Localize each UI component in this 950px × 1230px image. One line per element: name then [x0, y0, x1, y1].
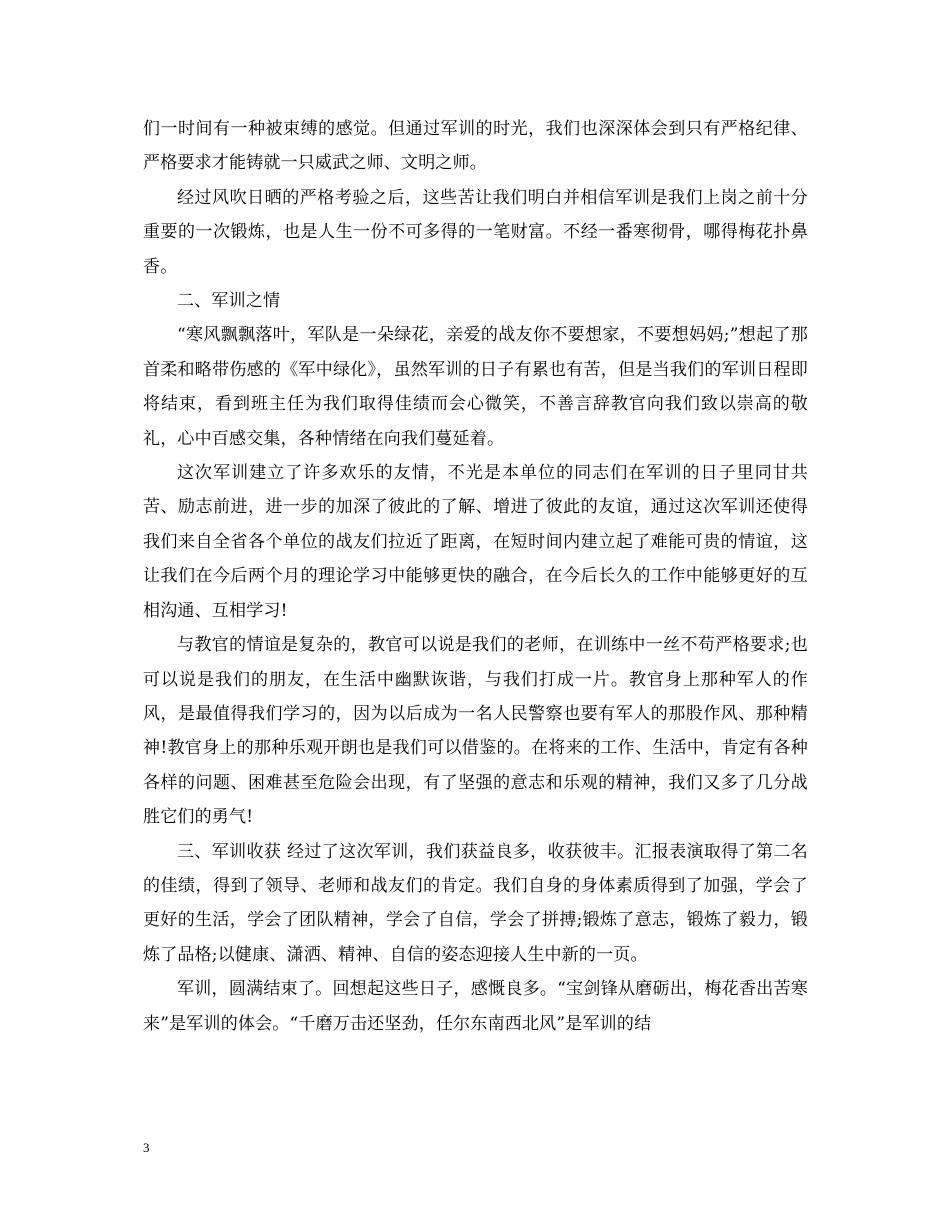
section-heading: 二、军训之情 [177, 291, 281, 312]
paragraph: “寒风飘飘落叶，军队是一朵绿花，亲爱的战友你不要想家，不要想妈妈;”想起了那首柔和略带伤感的《军中绿化》，虽然军训的日子有累也有苦，但是当我们的军训日程即将结束，看到班主任为我们取得佳绩而会心微笑，不善言辞教官向我们致以崇高的敬礼，心中百感交集，各种情绪在向我们蔓延着。 [143, 325, 808, 449]
paragraph: 与教官的情谊是复杂的，教官可以说是我们的老师，在训练中一丝不苟严格要求;也可以说是我们的朋友，在生活中幽默诙谐，与我们打成一片。教官身上那种军人的作风，是最值得我们学习的，因为以后成为一名人民警察也要有军人的那股作风、那种精神!教官身上的那种乐观开朗也是我们可以借鉴的。在将来的工作、生活中，肯定有各种各样的问题、困难甚至危险会出现，有了坚强的意志和乐观的精神，我们又多了几分战胜它们的勇气! [143, 635, 808, 828]
paragraph: 经过风吹日晒的严格考验之后，这些苦让我们明白并相信军训是我们上岗之前十分重要的一次锻炼，也是人生一份不可多得的一笔财富。不经一番寒彻骨，哪得梅花扑鼻香。 [143, 187, 808, 277]
paragraph: 三、军训收获 经过了这次军训，我们获益良多，收获彼丰。汇报表演取得了第二名的佳绩，得到了领导、老师和战友们的肯定。我们自身的身体素质得到了加强，学会了更好的生活，学会了团队精神，学会了自信，学会了拼搏;锻炼了意志，锻炼了毅力，锻炼了品格;以健康、潇洒、精神、自信的姿态迎接人生中新的一页。 [143, 841, 808, 965]
paragraph: 军训，圆满结束了。回想起这些日子，感慨良多。“宝剑锋从磨砺出，梅花香出苦寒来”是军训的体会。“千磨万击还坚劲，任尔东南西北风”是军训的结 [143, 979, 808, 1034]
page-number: 3 [143, 1140, 150, 1155]
paragraph: 这次军训建立了许多欢乐的友情，不光是本单位的同志们在军训的日子里同甘共苦、励志前进，进一步的加深了彼此的了解、增进了彼此的友谊，通过这次军训还使得我们来自全省各个单位的战友们拉近了距离，在短时间内建立起了难能可贵的情谊，这让我们在今后两个月的理论学习中能够更快的融合，在今后长久的工作中能够更好的互相沟通、互相学习! [143, 463, 808, 621]
body-text [143, 112, 808, 1041]
paragraph-continuation: 们一时间有一种被束缚的感觉。但通过军训的时光，我们也深深体会到只有严格纪律、严格要求才能铸就一只威武之师、文明之师。 [143, 119, 808, 174]
